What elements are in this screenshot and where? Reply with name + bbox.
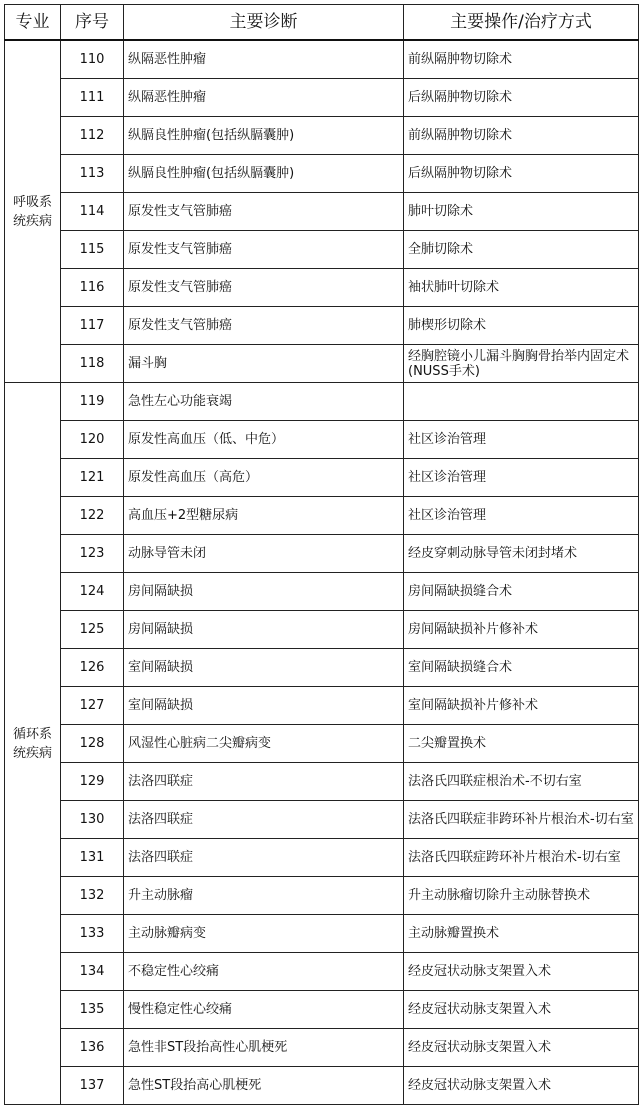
diagnosis-cell: 风湿性心脏病二尖瓣病变 [124,725,404,763]
number-cell: 114 [61,193,124,231]
table-row [5,725,639,763]
diagnosis-cell: 室间隔缺损 [124,687,404,725]
diagnosis-cell: 升主动脉瘤 [124,877,404,915]
diagnosis-cell: 原发性高血压（高危） [124,459,404,497]
number-cell: 136 [61,1029,124,1067]
diagnosis-cell: 慢性稳定性心绞痛 [124,991,404,1029]
number-cell: 126 [61,649,124,687]
diagnosis-cell: 房间隔缺损 [124,611,404,649]
header-specialty: 专业 [5,5,61,41]
table-row [5,269,639,307]
diagnosis-cell: 原发性支气管肺癌 [124,231,404,269]
header-row [5,5,639,41]
treatment-cell: 室间隔缺损补片修补术 [404,687,639,725]
treatment-cell: 经皮冠状动脉支架置入术 [404,1067,639,1105]
table-row [5,839,639,877]
treatment-cell: 全肺切除术 [404,231,639,269]
treatment-cell: 法洛氏四联症根治术-不切右室 [404,763,639,801]
number-cell: 116 [61,269,124,307]
treatment-cell: 袖状肺叶切除术 [404,269,639,307]
table-row [5,953,639,991]
number-cell: 134 [61,953,124,991]
table-row [5,877,639,915]
diagnosis-cell: 急性ST段抬高心肌梗死 [124,1067,404,1105]
number-cell: 131 [61,839,124,877]
table-row [5,155,639,193]
header-diagnosis: 主要诊断 [124,5,404,41]
table-row [5,79,639,117]
diagnosis-cell: 漏斗胸 [124,345,404,383]
number-cell: 110 [61,40,124,79]
number-cell: 125 [61,611,124,649]
treatment-cell: 经皮冠状动脉支架置入术 [404,953,639,991]
treatment-cell: 社区诊治管理 [404,421,639,459]
treatment-cell: 前纵隔肿物切除术 [404,117,639,155]
treatment-cell: 前纵隔肿物切除术 [404,40,639,79]
number-cell: 113 [61,155,124,193]
treatment-cell: 经皮冠状动脉支架置入术 [404,1029,639,1067]
number-cell: 124 [61,573,124,611]
table-row [5,497,639,535]
number-cell: 132 [61,877,124,915]
number-cell: 127 [61,687,124,725]
number-cell: 121 [61,459,124,497]
table-row [5,345,639,383]
table-row [5,307,639,345]
diagnosis-cell: 原发性高血压（低、中危） [124,421,404,459]
diagnosis-cell: 纵隔恶性肿瘤 [124,79,404,117]
number-cell: 117 [61,307,124,345]
treatment-cell: 后纵隔肿物切除术 [404,155,639,193]
treatment-cell: 肺叶切除术 [404,193,639,231]
treatment-cell: 升主动脉瘤切除升主动脉替换术 [404,877,639,915]
number-cell: 123 [61,535,124,573]
treatment-cell [404,383,639,421]
table-row [5,611,639,649]
diagnosis-cell: 急性左心功能衰竭 [124,383,404,421]
table-row [5,231,639,269]
treatment-cell: 社区诊治管理 [404,497,639,535]
table-row [5,117,639,155]
treatment-cell: 经胸腔镜小儿漏斗胸胸骨抬举内固定术(NUSS手术) [404,345,639,383]
number-cell: 122 [61,497,124,535]
table-row [5,687,639,725]
diagnosis-cell: 原发性支气管肺癌 [124,269,404,307]
table-row [5,535,639,573]
header-number: 序号 [61,5,124,41]
diagnosis-cell: 原发性支气管肺癌 [124,307,404,345]
diagnosis-cell: 纵膈良性肿瘤(包括纵膈囊肿) [124,155,404,193]
number-cell: 129 [61,763,124,801]
number-cell: 115 [61,231,124,269]
header-treatment: 主要操作/治疗方式 [404,5,639,41]
number-cell: 137 [61,1067,124,1105]
diagnosis-cell: 法洛四联症 [124,839,404,877]
treatment-cell: 室间隔缺损缝合术 [404,649,639,687]
treatment-cell: 社区诊治管理 [404,459,639,497]
treatment-cell: 法洛氏四联症跨环补片根治术-切右室 [404,839,639,877]
treatment-cell: 法洛氏四联症非跨环补片根治术-切右室 [404,801,639,839]
table-row [5,991,639,1029]
treatment-cell: 经皮冠状动脉支架置入术 [404,991,639,1029]
number-cell: 111 [61,79,124,117]
table-row [5,40,639,79]
diagnosis-cell: 动脉导管未闭 [124,535,404,573]
treatment-cell: 经皮穿刺动脉导管未闭封堵术 [404,535,639,573]
treatment-cell: 房间隔缺损补片修补术 [404,611,639,649]
table-row [5,801,639,839]
treatment-cell: 后纵隔肿物切除术 [404,79,639,117]
diagnosis-cell: 主动脉瓣病变 [124,915,404,953]
diagnosis-cell: 法洛四联症 [124,763,404,801]
diagnosis-cell: 法洛四联症 [124,801,404,839]
treatment-cell: 肺楔形切除术 [404,307,639,345]
number-cell: 128 [61,725,124,763]
table-row [5,1029,639,1067]
table-row [5,649,639,687]
number-cell: 118 [61,345,124,383]
table-body [5,40,639,1105]
table-row [5,383,639,421]
diagnosis-cell: 高血压+2型糖尿病 [124,497,404,535]
diagnosis-cell: 原发性支气管肺癌 [124,193,404,231]
number-cell: 135 [61,991,124,1029]
diagnosis-cell: 纵膈良性肿瘤(包括纵膈囊肿) [124,117,404,155]
table-row [5,763,639,801]
table-row [5,193,639,231]
diagnosis-cell: 房间隔缺损 [124,573,404,611]
number-cell: 119 [61,383,124,421]
treatment-cell: 主动脉瓣置换术 [404,915,639,953]
diagnosis-table [4,4,639,1105]
number-cell: 130 [61,801,124,839]
treatment-cell: 房间隔缺损缝合术 [404,573,639,611]
table-row [5,915,639,953]
diagnosis-cell: 纵隔恶性肿瘤 [124,40,404,79]
diagnosis-cell: 室间隔缺损 [124,649,404,687]
number-cell: 120 [61,421,124,459]
specialty-cell: 呼吸系统疾病 [5,40,61,383]
diagnosis-cell: 急性非ST段抬高性心肌梗死 [124,1029,404,1067]
number-cell: 133 [61,915,124,953]
table-row [5,459,639,497]
table-row [5,421,639,459]
number-cell: 112 [61,117,124,155]
treatment-cell: 二尖瓣置换术 [404,725,639,763]
specialty-cell: 循环系统疾病 [5,383,61,1105]
table-row [5,1067,639,1105]
table-row [5,573,639,611]
diagnosis-cell: 不稳定性心绞痛 [124,953,404,991]
